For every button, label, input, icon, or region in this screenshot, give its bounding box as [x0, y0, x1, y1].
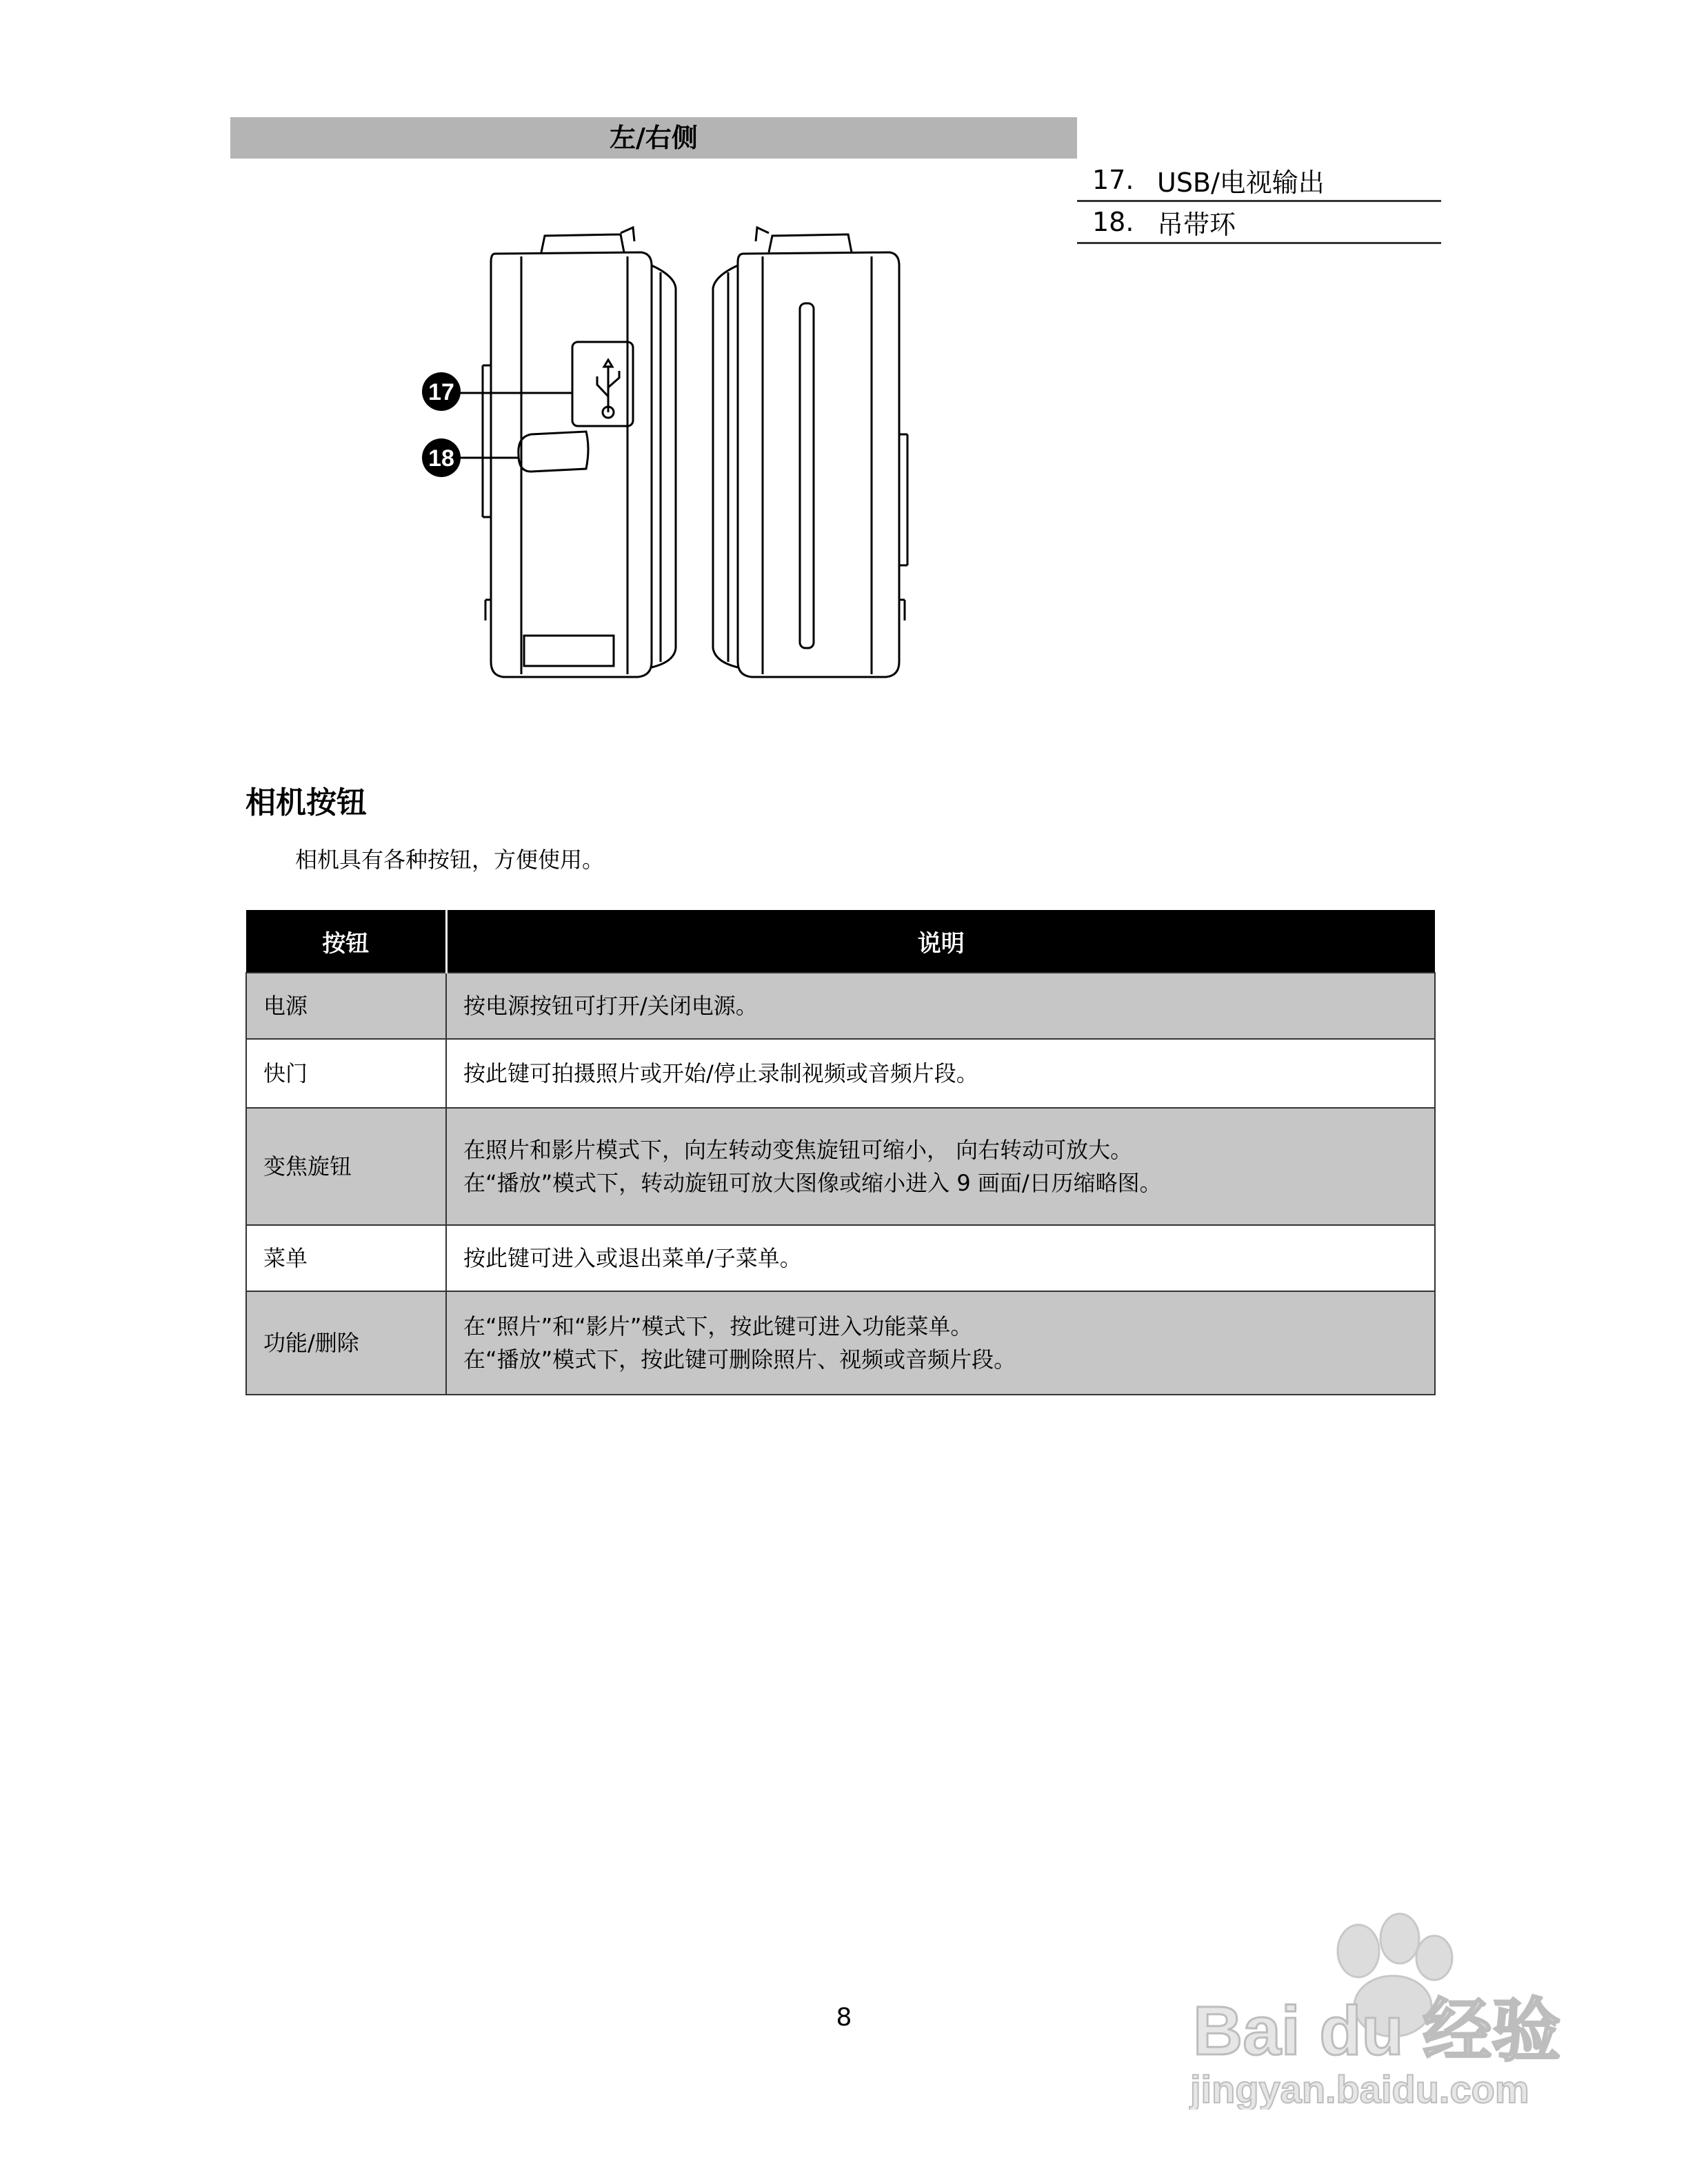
description-line: 在“照片”和“影片”模式下，按此键可进入功能菜单。	[463, 1313, 973, 1339]
button-name-cell: 变焦旋钮	[246, 1108, 446, 1225]
callout-17	[422, 372, 461, 411]
baidu-jingyan-watermark	[1186, 1903, 1579, 2110]
watermark-brand: Bai du 经验	[1193, 1992, 1561, 2070]
legend-number: 18.	[1092, 207, 1134, 237]
description-cell	[446, 1039, 1435, 1108]
column-header-button: 按钮	[246, 910, 446, 973]
callout-18-label: 18	[428, 445, 454, 472]
button-name-cell: 电源	[246, 973, 446, 1039]
description-line: 按电源按钮可打开/关闭电源。	[463, 993, 758, 1019]
usb-icon	[597, 360, 619, 418]
section-title-bar	[230, 117, 1077, 159]
callout-legend	[1077, 160, 1441, 244]
right-camera-groove	[800, 303, 814, 648]
page-number: 8	[836, 2003, 852, 2032]
right-camera-top-dial	[769, 234, 852, 252]
description-line: 按此键可拍摄照片或开始/停止录制视频或音频片段。	[463, 1060, 978, 1086]
description-line: 在照片和影片模式下，向左转动变焦旋钮可缩小， 向右转动可放大。	[463, 1137, 1133, 1163]
strap-ring	[519, 432, 588, 472]
camera-side-views-figure	[414, 207, 938, 689]
intro-paragraph: 相机具有各种按钮，方便使用。	[295, 847, 605, 873]
table-row	[246, 1225, 1435, 1291]
description-cell	[446, 1108, 1435, 1225]
description-line: 在“播放”模式下，按此键可删除照片、视频或音频片段。	[463, 1346, 1016, 1373]
column-header-description: 说明	[446, 910, 1435, 973]
legend-label: USB/电视输出	[1157, 167, 1325, 198]
description-cell	[446, 1225, 1435, 1291]
button-name-cell: 功能/删除	[246, 1291, 446, 1395]
table-row	[246, 973, 1435, 1039]
section-heading: 相机按钮	[245, 785, 367, 820]
watermark-logo	[1186, 1903, 1579, 2110]
right-camera-lens-ring	[713, 265, 738, 667]
callout-18	[422, 438, 461, 477]
legend-number: 17.	[1092, 165, 1134, 195]
callout-17-label: 17	[428, 379, 454, 405]
left-camera-lens-ring	[652, 265, 676, 667]
description-cell	[446, 973, 1435, 1039]
table-row	[246, 1108, 1435, 1225]
camera-buttons-table	[245, 910, 1436, 1395]
table-header-row	[246, 910, 1435, 973]
legend-item	[1077, 160, 1441, 202]
legend-item	[1077, 202, 1441, 244]
legend-label: 吊带环	[1157, 209, 1236, 240]
button-name-cell: 快门	[246, 1039, 446, 1108]
watermark-url: jingyan.baidu.com	[1190, 2067, 1529, 2110]
button-name-cell: 菜单	[246, 1225, 446, 1291]
description-line: 按此键可进入或退出菜单/子菜单。	[463, 1245, 802, 1271]
table-row	[246, 1291, 1435, 1395]
section-title: 左/右侧	[610, 123, 698, 153]
description-line: 在“播放”模式下，转动旋钮可放大图像或缩小进入 9 画面/日历缩略图。	[463, 1170, 1162, 1196]
table-row	[246, 1039, 1435, 1108]
description-cell	[446, 1291, 1435, 1395]
camera-illustration	[414, 207, 938, 689]
left-camera-top-dial	[541, 234, 624, 252]
